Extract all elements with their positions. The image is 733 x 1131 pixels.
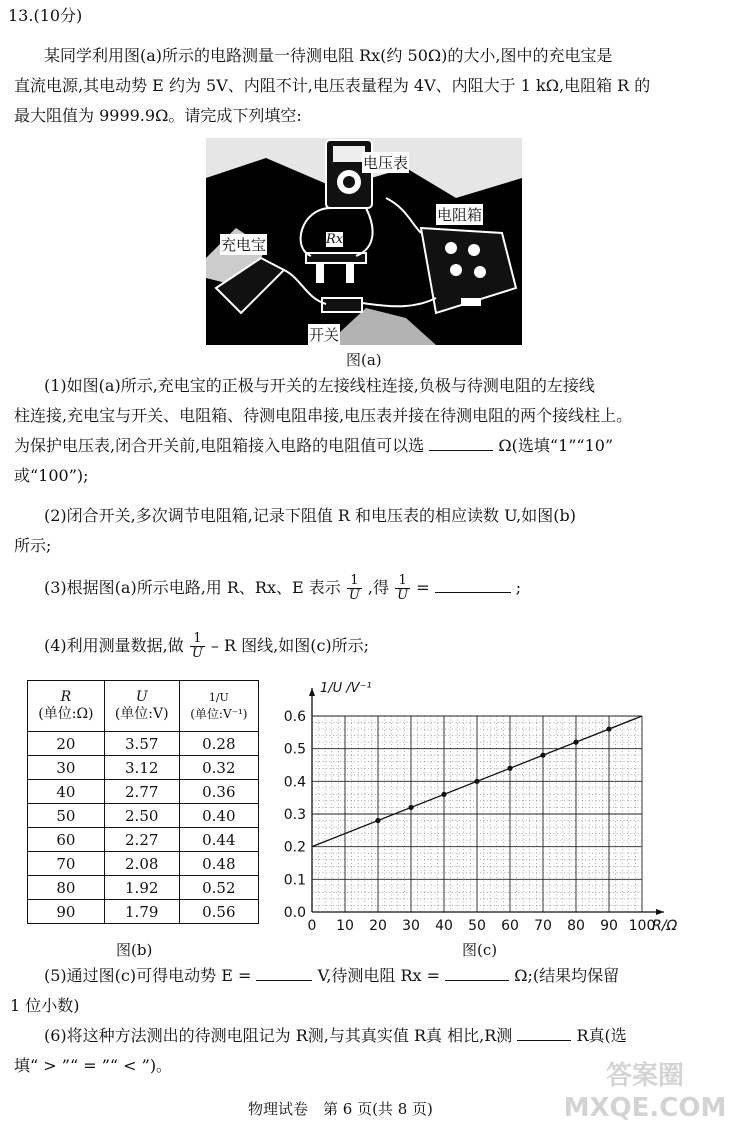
- page-footer: 物理试卷 第 6 页(共 8 页): [248, 1100, 433, 1118]
- part4-line: (4)利用测量数据,做 $\frac{1}{U}$ – R 图线,如图(c)所示;: [44, 631, 370, 661]
- table-cell: 0.48: [179, 852, 258, 876]
- y-tick-label: 0.2: [283, 839, 306, 856]
- x-tick-label: 40: [435, 918, 453, 934]
- voltmeter-label: 电压表: [363, 154, 409, 172]
- table-row: [28, 876, 259, 900]
- table-cell: 50: [28, 804, 105, 828]
- x-tick-label: 100: [628, 918, 656, 934]
- y-tick-label: 0.4: [283, 774, 306, 791]
- graph-c: [270, 672, 710, 962]
- table-cell: 0.52: [179, 876, 258, 900]
- x-tick-label: 80: [567, 918, 585, 934]
- answer-blank-emf[interactable]: [256, 966, 312, 981]
- part2-line-2: 所示;: [14, 536, 52, 555]
- data-point: [474, 779, 479, 784]
- part6-line-2: 填“ > ”“ = ”“ < ”)。: [14, 1056, 173, 1075]
- part6-line-1: (6)将这种方法测出的待测电阻记为 R测,与其真实值 R真 相比,R测 R真(选: [44, 1026, 627, 1045]
- y-tick-label: 0.5: [283, 741, 306, 758]
- table-cell: 80: [28, 876, 105, 900]
- y-axis-label: 1/U /V⁻¹: [320, 681, 372, 696]
- resistance-box-label: 电阻箱: [437, 206, 483, 224]
- data-point: [540, 753, 545, 758]
- intro-line-3: 最大阻值为 9999.9Ω。请完成下列填空:: [14, 106, 302, 125]
- table-row: [28, 852, 259, 876]
- part1-line-1: (1)如图(a)所示,充电宝的正极与开关的左接线柱连接,负极与待测电阻的左接线: [44, 376, 595, 395]
- data-table: [27, 680, 259, 924]
- table-cell: 40: [28, 780, 105, 804]
- intro-line-1: 某同学利用图(a)所示的电路测量一待测电阻 Rx(约 50Ω)的大小,图中的充电宝是: [44, 46, 613, 65]
- table-cell: 70: [28, 852, 105, 876]
- fraction-1-over-u: $\frac{1}{U}$: [191, 631, 203, 661]
- intro-line-2: 直流电源,其电动势 E 约为 5V、内阻不计,电压表量程为 4V、内阻大于 1 kΩ,电阻箱 R 的: [14, 76, 651, 95]
- table-cell: 20: [28, 732, 105, 756]
- table-cell: 3.12: [104, 756, 179, 780]
- x-tick-label: 50: [468, 918, 486, 934]
- data-point: [441, 792, 446, 797]
- table-cell: 30: [28, 756, 105, 780]
- part1-line-3: 为保护电压表,闭合开关前,电阻箱接入电路的电阻值可以选 Ω(选填“1”“10”: [14, 436, 614, 455]
- fraction-1-over-u: $\frac{1}{U}$: [348, 573, 360, 603]
- part1-line-4: 或“100”);: [14, 466, 89, 485]
- table-cell: 1.79: [104, 900, 179, 924]
- switch-label: 开关: [309, 326, 340, 344]
- data-point: [408, 805, 413, 810]
- table-cell: 3.57: [104, 732, 179, 756]
- data-point: [507, 766, 512, 771]
- chart-caption: 图(c): [462, 941, 498, 959]
- table-header-u: U (单位:V): [104, 681, 179, 732]
- table-cell: 2.08: [104, 852, 179, 876]
- table-header-r: R (单位:Ω): [28, 681, 105, 732]
- table-cell: 2.27: [104, 828, 179, 852]
- x-tick-label: 10: [336, 918, 354, 934]
- y-axis-arrow: [309, 688, 315, 696]
- x-axis-arrow: [656, 909, 664, 915]
- table-cell: 60: [28, 828, 105, 852]
- table-cell: 90: [28, 900, 105, 924]
- question-number: 13.(10分): [8, 6, 83, 25]
- table-cell: 2.77: [104, 780, 179, 804]
- table-row: [28, 828, 259, 852]
- x-tick-label: 0: [307, 918, 317, 934]
- table-header-row: [28, 681, 259, 732]
- table-cell: 0.28: [179, 732, 258, 756]
- part5-line-1: (5)通过图(c)可得电动势 E = V,待测电阻 Rx = Ω;(结果均保留: [44, 966, 620, 985]
- x-tick-label: 30: [402, 918, 420, 934]
- table-cell: 0.40: [179, 804, 258, 828]
- table-row: [28, 900, 259, 924]
- y-tick-label: 0.0: [283, 905, 306, 921]
- circuit-photo: [206, 138, 522, 345]
- watermark: 答案圈 MXQE.COM: [563, 1061, 727, 1123]
- table-cell: 0.36: [179, 780, 258, 804]
- table-cell: 0.44: [179, 828, 258, 852]
- table-cell: 1.92: [104, 876, 179, 900]
- rx-label: Rx: [326, 232, 344, 247]
- x-tick-label: 20: [369, 918, 387, 934]
- answer-blank-1[interactable]: [429, 436, 493, 451]
- table-row: [28, 756, 259, 780]
- part5-line-2: 1 位小数): [10, 996, 80, 1015]
- photo-caption: 图(a): [346, 351, 382, 369]
- data-point: [375, 818, 380, 823]
- y-tick-label: 0.3: [283, 807, 306, 823]
- data-point: [573, 740, 578, 745]
- data-point: [606, 726, 611, 731]
- y-tick-label: 0.6: [283, 709, 306, 725]
- x-tick-label: 70: [534, 918, 552, 934]
- part1-line-2: 柱连接,充电宝与开关、电阻箱、待测电阻串接,电压表并接在待测电阻的两个接线柱上。: [14, 406, 633, 425]
- x-tick-label: 60: [501, 918, 519, 934]
- answer-blank-compare[interactable]: [517, 1026, 571, 1041]
- table-cell: 2.50: [104, 804, 179, 828]
- fraction-1-over-u: $\frac{1}{U}$: [397, 573, 409, 603]
- table-header-inv-u: 1/U (单位:V⁻¹): [179, 681, 258, 732]
- power-bank-label: 充电宝: [221, 236, 267, 254]
- table-cell: 0.32: [179, 756, 258, 780]
- x-axis-label: R/Ω: [652, 918, 678, 934]
- table-row: [28, 780, 259, 804]
- part3-line: (3)根据图(a)所示电路,用 R、Rx、E 表示 $\frac{1}{U}$ ,得 $\frac{1}{U}$ = ;: [44, 573, 522, 603]
- answer-blank-2[interactable]: [435, 578, 511, 593]
- table-cell: 0.56: [179, 900, 258, 924]
- table-caption: 图(b): [116, 941, 153, 959]
- answer-blank-rx[interactable]: [445, 966, 509, 981]
- table-row: [28, 732, 259, 756]
- x-tick-label: 90: [600, 918, 618, 934]
- part2-line-1: (2)闭合开关,多次调节电阻箱,记录下阻值 R 和电压表的相应读数 U,如图(b): [44, 506, 576, 525]
- table-row: [28, 804, 259, 828]
- y-tick-label: 0.1: [283, 872, 306, 889]
